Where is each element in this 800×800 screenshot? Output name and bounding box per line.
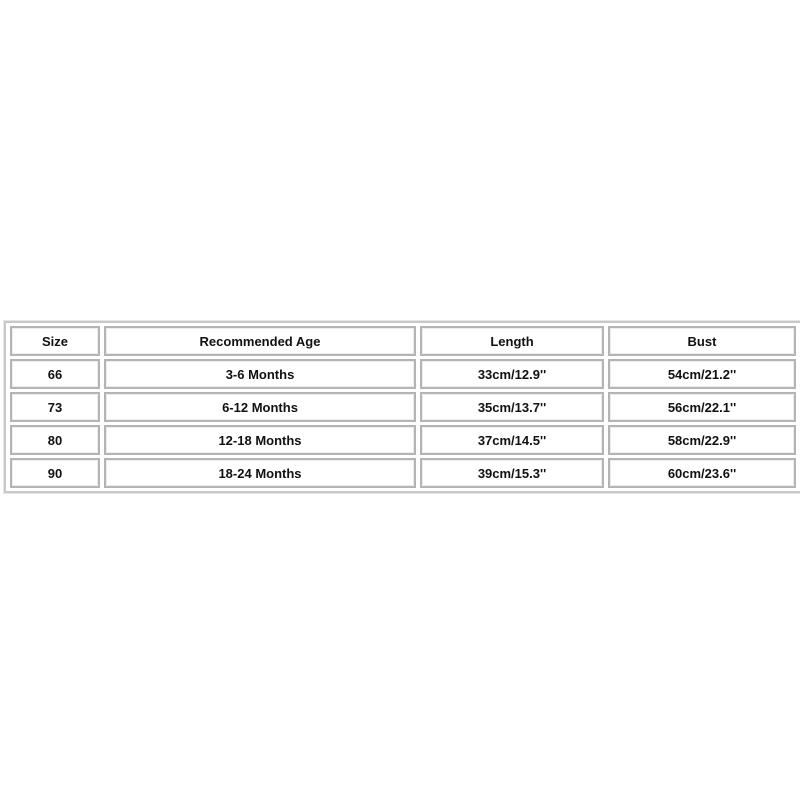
header-length: Length — [420, 326, 604, 356]
cell-bust: 58cm/22.9'' — [608, 425, 796, 455]
cell-recommended-age: 18-24 Months — [104, 458, 416, 488]
header-size: Size — [10, 326, 100, 356]
table-header-row — [10, 326, 796, 356]
cell-recommended-age: 3-6 Months — [104, 359, 416, 389]
cell-size: 73 — [10, 392, 100, 422]
cell-length: 33cm/12.9'' — [420, 359, 604, 389]
header-bust: Bust — [608, 326, 796, 356]
table-row — [10, 392, 796, 422]
cell-size: 66 — [10, 359, 100, 389]
table-row — [10, 359, 796, 389]
table-row — [10, 458, 796, 488]
table-row — [10, 425, 796, 455]
cell-size: 80 — [10, 425, 100, 455]
cell-length: 39cm/15.3'' — [420, 458, 604, 488]
cell-recommended-age: 12-18 Months — [104, 425, 416, 455]
cell-length: 37cm/14.5'' — [420, 425, 604, 455]
cell-bust: 54cm/21.2'' — [608, 359, 796, 389]
cell-size: 90 — [10, 458, 100, 488]
header-recommended-age: Recommended Age — [104, 326, 416, 356]
cell-length: 35cm/13.7'' — [420, 392, 604, 422]
size-chart — [4, 321, 796, 493]
size-chart-table — [4, 321, 800, 493]
cell-bust: 56cm/22.1'' — [608, 392, 796, 422]
cell-recommended-age: 6-12 Months — [104, 392, 416, 422]
cell-bust: 60cm/23.6'' — [608, 458, 796, 488]
